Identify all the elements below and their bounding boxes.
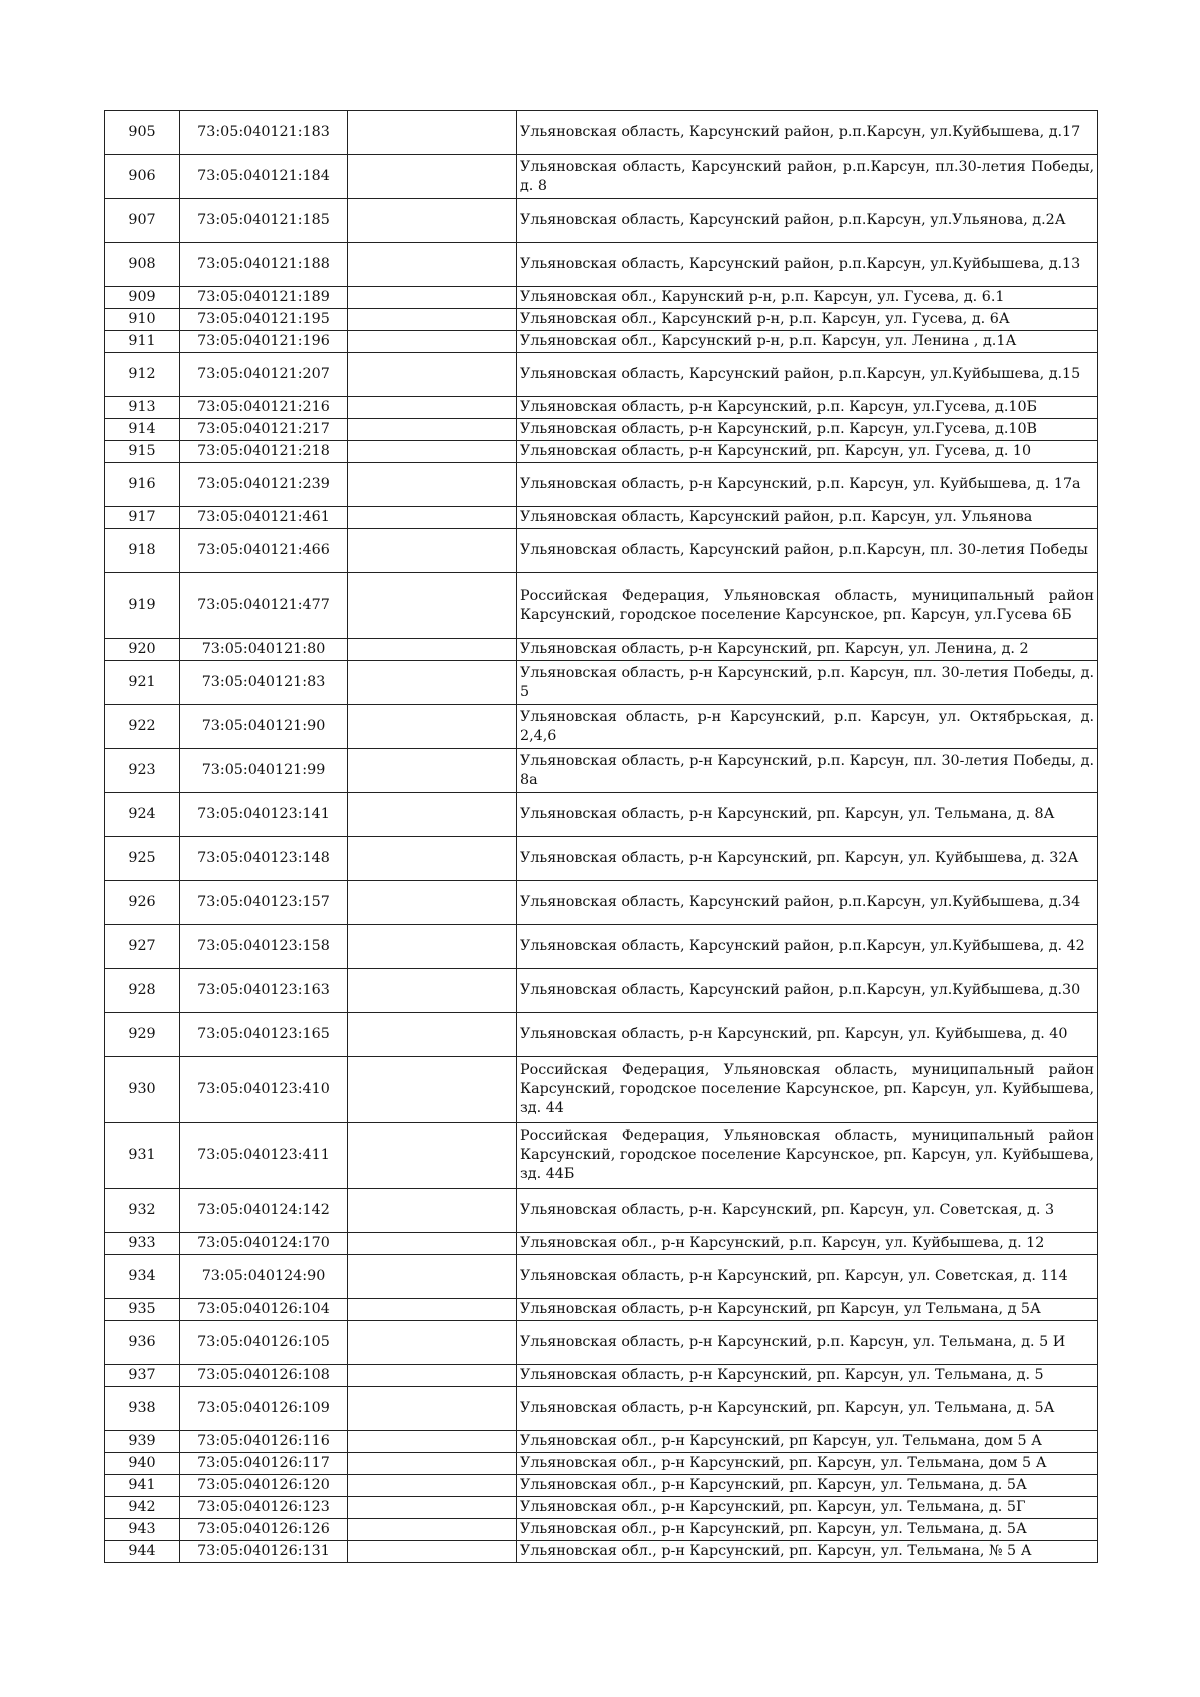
empty-cell (348, 111, 517, 155)
empty-cell (348, 419, 517, 441)
row-number: 924 (105, 793, 180, 837)
cadastral-number: 73:05:040121:461 (180, 507, 348, 529)
address-cell: Ульяновская область, р-н Карсунский, рп. Карсун, ул. Тельмана, д. 8А (517, 793, 1098, 837)
row-number: 941 (105, 1475, 180, 1497)
table-row (105, 463, 1098, 507)
empty-cell (348, 705, 517, 749)
address-cell: Ульяновская область, р-н Карсунский, рп. Карсун, ул. Ленина, д. 2 (517, 639, 1098, 661)
table-row (105, 639, 1098, 661)
table-row (105, 1387, 1098, 1431)
cadastral-number: 73:05:040123:411 (180, 1123, 348, 1189)
empty-cell (348, 309, 517, 331)
table-row (105, 199, 1098, 243)
address-cell: Ульяновская область, Карсунский район, р.п.Карсун, ул.Куйбышева, д.34 (517, 881, 1098, 925)
cadastral-number: 73:05:040121:189 (180, 287, 348, 309)
table-row (105, 1321, 1098, 1365)
empty-cell (348, 1387, 517, 1431)
cadastral-number: 73:05:040121:477 (180, 573, 348, 639)
cadastral-number: 73:05:040121:188 (180, 243, 348, 287)
address-cell: Ульяновская обл., р-н Карсунский, рп Карсун, ул. Тельмана, дом 5 А (517, 1431, 1098, 1453)
cadastral-number: 73:05:040123:148 (180, 837, 348, 881)
address-cell: Ульяновская область, р-н Карсунский, р.п. Карсун, пл. 30-летия Победы, д. 8а (517, 749, 1098, 793)
empty-cell (348, 155, 517, 199)
cadastral-number: 73:05:040121:216 (180, 397, 348, 419)
empty-cell (348, 573, 517, 639)
address-cell: Ульяновская область, р-н Карсунский, р.п. Карсун, ул.Гусева, д.10В (517, 419, 1098, 441)
address-cell: Ульяновская область, р-н Карсунский, р.п. Карсун, пл. 30-летия Победы, д. 5 (517, 661, 1098, 705)
row-number: 920 (105, 639, 180, 661)
table-row (105, 1123, 1098, 1189)
table-row (105, 1541, 1098, 1563)
empty-cell (348, 1013, 517, 1057)
table-row (105, 573, 1098, 639)
empty-cell (348, 639, 517, 661)
address-cell: Ульяновская область, р-н Карсунский, рп. Карсун, ул. Куйбышева, д. 32А (517, 837, 1098, 881)
address-cell: Ульяновская область, р-н Карсунский, рп. Карсун, ул. Тельмана, д. 5А (517, 1387, 1098, 1431)
row-number: 927 (105, 925, 180, 969)
table-row (105, 1255, 1098, 1299)
address-cell: Ульяновская область, р-н Карсунский, рп. Карсун, ул. Советская, д. 114 (517, 1255, 1098, 1299)
table-row (105, 353, 1098, 397)
table-row (105, 1365, 1098, 1387)
row-number: 911 (105, 331, 180, 353)
cadastral-number: 73:05:040121:80 (180, 639, 348, 661)
empty-cell (348, 331, 517, 353)
table-row (105, 1233, 1098, 1255)
empty-cell (348, 1519, 517, 1541)
address-cell: Российская Федерация, Ульяновская область, муниципальный район Карсунский, городское поселение Карсунское, рп. Карсун, ул. Куйбышева, зд. 44 (517, 1057, 1098, 1123)
address-cell: Ульяновская обл., р-н Карсунский, рп. Карсун, ул. Тельмана, № 5 А (517, 1541, 1098, 1563)
row-number: 936 (105, 1321, 180, 1365)
empty-cell (348, 1365, 517, 1387)
cadastral-number: 73:05:040123:163 (180, 969, 348, 1013)
table-row (105, 287, 1098, 309)
address-cell: Ульяновская обл., р-н Карсунский, рп. Карсун, ул. Тельмана, дом 5 А (517, 1453, 1098, 1475)
empty-cell (348, 1321, 517, 1365)
row-number: 932 (105, 1189, 180, 1233)
registry-table (104, 110, 1098, 1563)
cadastral-number: 73:05:040121:90 (180, 705, 348, 749)
cadastral-number: 73:05:040124:170 (180, 1233, 348, 1255)
cadastral-number: 73:05:040126:116 (180, 1431, 348, 1453)
address-cell: Ульяновская обл., р-н Карсунский, рп. Карсун, ул. Тельмана, д. 5А (517, 1519, 1098, 1541)
row-number: 905 (105, 111, 180, 155)
cadastral-number: 73:05:040121:196 (180, 331, 348, 353)
address-cell: Ульяновская область, Карсунский район, р.п.Карсун, ул.Куйбышева, д.30 (517, 969, 1098, 1013)
table-row (105, 1453, 1098, 1475)
empty-cell (348, 1057, 517, 1123)
registry-table-body (105, 111, 1098, 1563)
address-cell: Ульяновская область, р-н Карсунский, р.п. Карсун, ул.Гусева, д.10Б (517, 397, 1098, 419)
cadastral-number: 73:05:040123:410 (180, 1057, 348, 1123)
table-row (105, 1189, 1098, 1233)
row-number: 938 (105, 1387, 180, 1431)
row-number: 906 (105, 155, 180, 199)
row-number: 937 (105, 1365, 180, 1387)
cadastral-number: 73:05:040123:158 (180, 925, 348, 969)
empty-cell (348, 441, 517, 463)
cadastral-number: 73:05:040126:120 (180, 1475, 348, 1497)
cadastral-number: 73:05:040121:185 (180, 199, 348, 243)
empty-cell (348, 529, 517, 573)
address-cell: Ульяновская область, Карсунский район, р.п. Карсун, ул. Ульянова (517, 507, 1098, 529)
address-cell: Ульяновская область, Карсунский район, р.п.Карсун, ул.Куйбышева, д. 42 (517, 925, 1098, 969)
cadastral-number: 73:05:040124:142 (180, 1189, 348, 1233)
table-row (105, 749, 1098, 793)
cadastral-number: 73:05:040126:109 (180, 1387, 348, 1431)
table-row (105, 441, 1098, 463)
row-number: 913 (105, 397, 180, 419)
row-number: 915 (105, 441, 180, 463)
address-cell: Ульяновская область, р-н. Карсунский, рп. Карсун, ул. Советская, д. 3 (517, 1189, 1098, 1233)
row-number: 925 (105, 837, 180, 881)
table-row (105, 837, 1098, 881)
address-cell: Ульяновская область, Карсунский район, р.п.Карсун, ул.Куйбышева, д.17 (517, 111, 1098, 155)
address-cell: Ульяновская обл., р-н Карсунский, рп. Карсун, ул. Тельмана, д. 5Г (517, 1497, 1098, 1519)
row-number: 919 (105, 573, 180, 639)
address-cell: Ульяновская область, Карсунский район, р.п.Карсун, ул.Куйбышева, д.13 (517, 243, 1098, 287)
cadastral-number: 73:05:040121:207 (180, 353, 348, 397)
address-cell: Ульяновская область, р-н Карсунский, рп. Карсун, ул. Гусева, д. 10 (517, 441, 1098, 463)
empty-cell (348, 1233, 517, 1255)
row-number: 917 (105, 507, 180, 529)
cadastral-number: 73:05:040124:90 (180, 1255, 348, 1299)
address-cell: Российская Федерация, Ульяновская область, муниципальный район Карсунский, городское поселение Карсунское, рп. Карсун, ул. Куйбышева, зд. 44Б (517, 1123, 1098, 1189)
empty-cell (348, 661, 517, 705)
row-number: 931 (105, 1123, 180, 1189)
table-row (105, 793, 1098, 837)
cadastral-number: 73:05:040126:108 (180, 1365, 348, 1387)
row-number: 907 (105, 199, 180, 243)
empty-cell (348, 1123, 517, 1189)
row-number: 910 (105, 309, 180, 331)
cadastral-number: 73:05:040126:117 (180, 1453, 348, 1475)
row-number: 940 (105, 1453, 180, 1475)
address-cell: Ульяновская обл., Карунский р-н, р.п. Карсун, ул. Гусева, д. 6.1 (517, 287, 1098, 309)
cadastral-number: 73:05:040123:157 (180, 881, 348, 925)
table-row (105, 155, 1098, 199)
address-cell: Ульяновская обл., р-н Карсунский, р.п. Карсун, ул. Куйбышева, д. 12 (517, 1233, 1098, 1255)
empty-cell (348, 1497, 517, 1519)
cadastral-number: 73:05:040121:239 (180, 463, 348, 507)
address-cell: Ульяновская обл., р-н Карсунский, рп. Карсун, ул. Тельмана, д. 5А (517, 1475, 1098, 1497)
row-number: 928 (105, 969, 180, 1013)
cadastral-number: 73:05:040121:217 (180, 419, 348, 441)
address-cell: Ульяновская область, Карсунский район, р.п.Карсун, пл.30-летия Победы, д. 8 (517, 155, 1098, 199)
table-row (105, 1431, 1098, 1453)
row-number: 914 (105, 419, 180, 441)
table-row (105, 243, 1098, 287)
cadastral-number: 73:05:040121:99 (180, 749, 348, 793)
row-number: 926 (105, 881, 180, 925)
address-cell: Ульяновская область, р-н Карсунский, р.п. Карсун, ул. Куйбышева, д. 17а (517, 463, 1098, 507)
row-number: 939 (105, 1431, 180, 1453)
row-number: 943 (105, 1519, 180, 1541)
row-number: 918 (105, 529, 180, 573)
address-cell: Ульяновская область, Карсунский район, р.п.Карсун, пл. 30-летия Победы (517, 529, 1098, 573)
empty-cell (348, 1255, 517, 1299)
cadastral-number: 73:05:040121:218 (180, 441, 348, 463)
cadastral-number: 73:05:040126:123 (180, 1497, 348, 1519)
row-number: 909 (105, 287, 180, 309)
row-number: 942 (105, 1497, 180, 1519)
table-row (105, 1475, 1098, 1497)
address-cell: Ульяновская обл., Карсунский р-н, р.п. Карсун, ул. Гусева, д. 6А (517, 309, 1098, 331)
cadastral-number: 73:05:040121:183 (180, 111, 348, 155)
empty-cell (348, 969, 517, 1013)
table-row (105, 529, 1098, 573)
empty-cell (348, 881, 517, 925)
address-cell: Ульяновская область, Карсунский район, р.п.Карсун, ул.Ульянова, д.2А (517, 199, 1098, 243)
cadastral-number: 73:05:040121:83 (180, 661, 348, 705)
cadastral-number: 73:05:040123:141 (180, 793, 348, 837)
row-number: 935 (105, 1299, 180, 1321)
address-cell: Ульяновская область, р-н Карсунский, рп Карсун, ул Тельмана, д 5А (517, 1299, 1098, 1321)
table-row (105, 705, 1098, 749)
cadastral-number: 73:05:040121:195 (180, 309, 348, 331)
table-row (105, 1497, 1098, 1519)
empty-cell (348, 243, 517, 287)
row-number: 921 (105, 661, 180, 705)
cadastral-number: 73:05:040126:126 (180, 1519, 348, 1541)
row-number: 923 (105, 749, 180, 793)
address-cell: Ульяновская область, р-н Карсунский, рп. Карсун, ул. Куйбышева, д. 40 (517, 1013, 1098, 1057)
empty-cell (348, 199, 517, 243)
cadastral-number: 73:05:040126:105 (180, 1321, 348, 1365)
address-cell: Российская Федерация, Ульяновская область, муниципальный район Карсунский, городское поселение Карсунское, рп. Карсун, ул.Гусева 6Б (517, 573, 1098, 639)
table-row (105, 1519, 1098, 1541)
address-cell: Ульяновская область, р-н Карсунский, р.п. Карсун, ул. Октябрьская, д. 2,4,6 (517, 705, 1098, 749)
row-number: 908 (105, 243, 180, 287)
table-row (105, 419, 1098, 441)
row-number: 929 (105, 1013, 180, 1057)
empty-cell (348, 749, 517, 793)
row-number: 944 (105, 1541, 180, 1563)
table-row (105, 331, 1098, 353)
row-number: 922 (105, 705, 180, 749)
table-row (105, 661, 1098, 705)
cadastral-number: 73:05:040121:466 (180, 529, 348, 573)
empty-cell (348, 837, 517, 881)
row-number: 912 (105, 353, 180, 397)
address-cell: Ульяновская область, Карсунский район, р.п.Карсун, ул.Куйбышева, д.15 (517, 353, 1098, 397)
table-row (105, 397, 1098, 419)
address-cell: Ульяновская область, р-н Карсунский, р.п. Карсун, ул. Тельмана, д. 5 И (517, 1321, 1098, 1365)
row-number: 930 (105, 1057, 180, 1123)
empty-cell (348, 507, 517, 529)
empty-cell (348, 1189, 517, 1233)
empty-cell (348, 793, 517, 837)
empty-cell (348, 925, 517, 969)
empty-cell (348, 287, 517, 309)
cadastral-number: 73:05:040126:104 (180, 1299, 348, 1321)
empty-cell (348, 1431, 517, 1453)
empty-cell (348, 397, 517, 419)
table-row (105, 925, 1098, 969)
empty-cell (348, 1299, 517, 1321)
table-row (105, 969, 1098, 1013)
cadastral-number: 73:05:040121:184 (180, 155, 348, 199)
table-row (105, 309, 1098, 331)
cadastral-number: 73:05:040126:131 (180, 1541, 348, 1563)
address-cell: Ульяновская область, р-н Карсунский, рп. Карсун, ул. Тельмана, д. 5 (517, 1365, 1098, 1387)
table-row (105, 111, 1098, 155)
table-row (105, 1299, 1098, 1321)
empty-cell (348, 1475, 517, 1497)
row-number: 933 (105, 1233, 180, 1255)
cadastral-number: 73:05:040123:165 (180, 1013, 348, 1057)
table-row (105, 507, 1098, 529)
empty-cell (348, 353, 517, 397)
empty-cell (348, 463, 517, 507)
empty-cell (348, 1453, 517, 1475)
address-cell: Ульяновская обл., Карсунский р-н, р.п. Карсун, ул. Ленина , д.1А (517, 331, 1098, 353)
row-number: 916 (105, 463, 180, 507)
empty-cell (348, 1541, 517, 1563)
row-number: 934 (105, 1255, 180, 1299)
table-row (105, 1013, 1098, 1057)
table-row (105, 881, 1098, 925)
table-row (105, 1057, 1098, 1123)
